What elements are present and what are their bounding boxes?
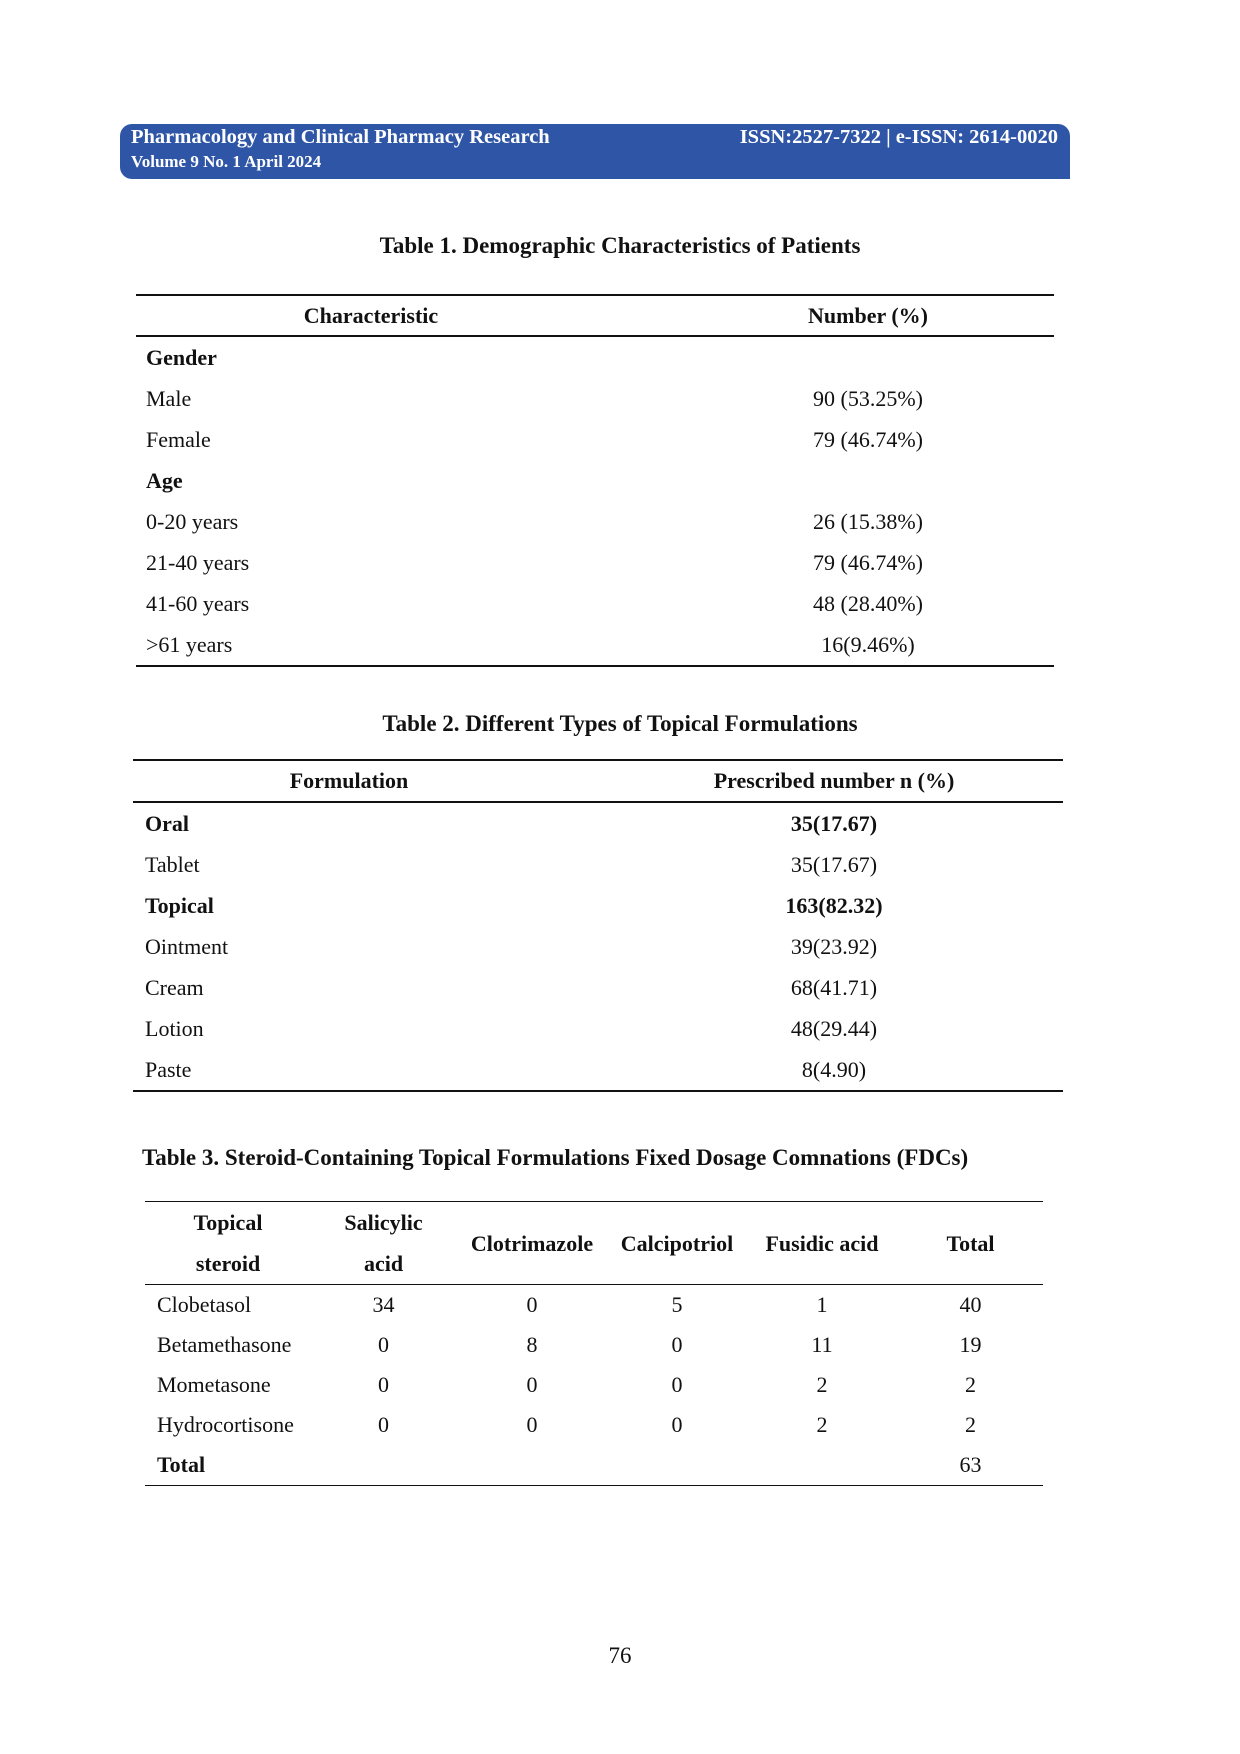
table2-row-label: Lotion	[145, 1015, 204, 1041]
table3-cell: 8	[526, 1332, 538, 1357]
table2-row-label: Ointment	[145, 933, 229, 959]
journal-title: Pharmacology and Clinical Pharmacy Research	[131, 126, 550, 148]
table2-row-label: Tablet	[145, 851, 200, 877]
table2-cell: 8(4.90)	[801, 1056, 867, 1082]
table1-row-label: >61 years	[146, 631, 233, 657]
table1	[136, 294, 1054, 667]
table-row	[136, 542, 1054, 583]
table3-cell: 19	[959, 1332, 982, 1357]
table3-cell: 0	[526, 1372, 538, 1397]
table-row	[133, 844, 1063, 885]
table2-cell: 39(23.92)	[790, 933, 878, 959]
table3-cell: 34	[372, 1292, 395, 1317]
table3-cell: 2	[816, 1372, 828, 1397]
table1-row-label: 0-20 years	[146, 508, 239, 534]
table3-row-label: Betamethasone	[157, 1332, 292, 1357]
table3-caption: Table 3. Steroid-Containing Topical Formulations Fixed Dosage Comnations (FDCs)	[142, 1145, 969, 1170]
table3-cell: 0	[526, 1292, 538, 1317]
table3-column-header: Fusidic acid	[765, 1230, 879, 1256]
table1-cell: 26 (15.38%)	[813, 508, 923, 534]
table3-cell: 0	[378, 1372, 389, 1397]
table3-total-label: Total	[157, 1452, 206, 1477]
table3-cell: 5	[671, 1292, 683, 1317]
table-row	[136, 624, 1054, 666]
table2	[133, 759, 1063, 1092]
table2-cell: 48(29.44)	[790, 1015, 878, 1041]
journal-volume: Volume 9 No. 1 April 2024	[131, 152, 322, 171]
table3-cell	[311, 1445, 456, 1486]
table-row	[133, 885, 1063, 926]
table-row	[136, 419, 1054, 460]
table1-column-header: Characteristic	[303, 302, 439, 328]
table1-row-label: Male	[146, 385, 192, 411]
table-row	[145, 1285, 1043, 1326]
table3	[145, 1201, 1043, 1486]
table-row	[133, 967, 1063, 1008]
table2-cell: 68(41.71)	[790, 974, 878, 1000]
table-row	[133, 1008, 1063, 1049]
table3-column-header: Topical steroid	[193, 1210, 263, 1276]
table3-column-header: Total	[946, 1230, 995, 1256]
table2-row-label: Paste	[145, 1056, 192, 1082]
table3-cell: 0	[671, 1332, 683, 1357]
table3-cell	[746, 1445, 898, 1486]
table1-cell	[606, 460, 1054, 501]
table2-column-header: Formulation	[289, 768, 409, 793]
table3-total-value: 63	[959, 1452, 982, 1477]
table-row	[145, 1365, 1043, 1405]
table3-column-header: Clotrimazole	[470, 1230, 594, 1256]
table-row	[145, 1445, 1043, 1486]
table3-cell: 0	[378, 1332, 389, 1357]
table-row	[133, 926, 1063, 967]
table1-row-label: Female	[146, 426, 211, 452]
table1-caption: Table 1. Demographic Characteristics of Patients	[379, 233, 861, 258]
table1-row-label: 41-60 years	[146, 590, 250, 616]
table3-row-label: Clobetasol	[157, 1292, 252, 1317]
table1-group-label: Gender	[146, 344, 217, 370]
table1-header-row	[136, 295, 1054, 336]
table2-group-label: Topical	[145, 892, 214, 918]
table2-caption: Table 2. Different Types of Topical Formulations	[382, 711, 858, 736]
page-number: 76	[608, 1643, 632, 1668]
table3-cell: 1	[816, 1292, 828, 1317]
journal-issn: ISSN:2527-7322 | e-ISSN: 2614-0020	[739, 126, 1058, 148]
table2-cell: 163(82.32)	[785, 892, 883, 918]
table3-cell: 11	[811, 1332, 833, 1357]
table-row	[136, 501, 1054, 542]
table-row	[136, 378, 1054, 419]
table-row	[136, 460, 1054, 501]
table-row	[145, 1325, 1043, 1365]
table3-cell: 2	[965, 1412, 976, 1437]
table1-row-label: 21-40 years	[146, 549, 250, 575]
table-row	[133, 802, 1063, 844]
table2-group-label: Oral	[145, 810, 189, 836]
table1-cell: 90 (53.25%)	[813, 385, 923, 411]
table1-cell: 79 (46.74%)	[813, 549, 923, 575]
table3-header-row	[145, 1202, 1043, 1285]
table-row	[136, 336, 1054, 378]
table2-row-label: Cream	[145, 974, 204, 1000]
table3-row-label: Hydrocortisone	[157, 1412, 294, 1437]
table3-cell: 2	[816, 1412, 828, 1437]
journal-header	[120, 124, 1070, 179]
table3-cell: 0	[671, 1372, 683, 1397]
table1-cell: 79 (46.74%)	[813, 426, 923, 452]
table2-column-header: Prescribed number n (%)	[713, 768, 955, 793]
table3-column-header: Salicylic acid	[344, 1210, 423, 1276]
table3-cell: 40	[959, 1292, 982, 1317]
table1-cell: 48 (28.40%)	[813, 590, 923, 616]
table-row	[133, 1049, 1063, 1091]
table3-cell: 0	[671, 1412, 683, 1437]
table1-column-header: Number (%)	[808, 302, 928, 328]
table1-group-label: Age	[146, 467, 183, 493]
table2-header-row	[133, 760, 1063, 802]
table3-cell	[608, 1445, 746, 1486]
table3-column-header: Calcipotriol	[620, 1230, 734, 1256]
table1-cell: 16(9.46%)	[821, 631, 915, 657]
table2-cell: 35(17.67)	[790, 851, 878, 877]
table-row	[136, 583, 1054, 624]
table3-cell	[456, 1445, 608, 1486]
table3-cell: 0	[378, 1412, 389, 1437]
table3-cell: 2	[965, 1372, 976, 1397]
table3-row-label: Mometasone	[157, 1372, 271, 1397]
table1-cell	[606, 336, 1054, 378]
table3-cell: 0	[526, 1412, 538, 1437]
table2-cell: 35(17.67)	[790, 810, 878, 836]
table-row	[145, 1405, 1043, 1445]
